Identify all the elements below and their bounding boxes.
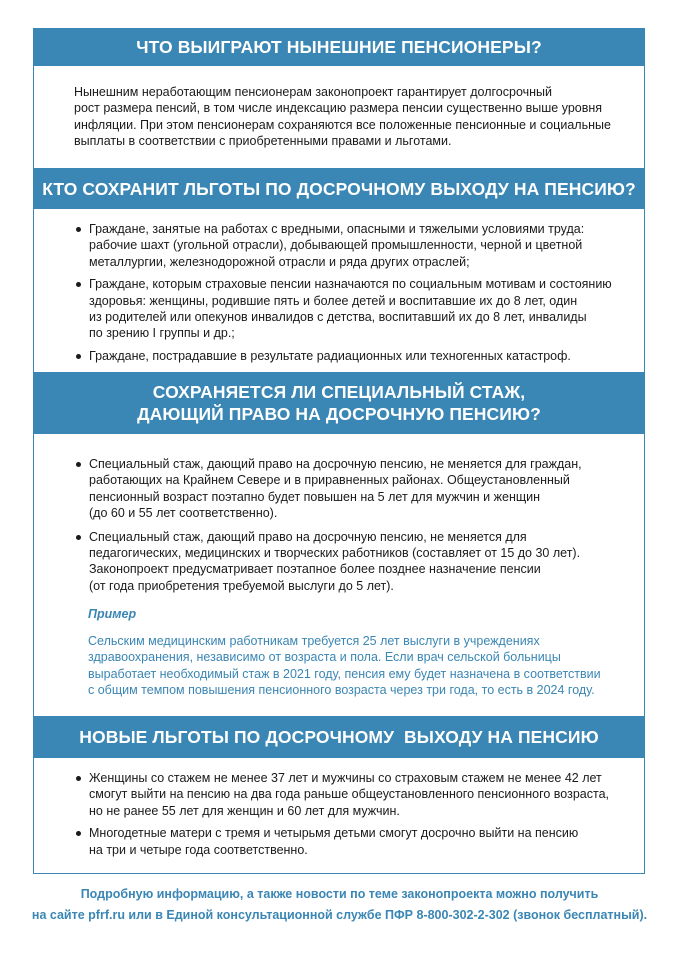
section-paragraph: [74, 84, 634, 150]
text-line: Граждане, занятые на работах с вредными, опасными и тяжелыми условиями труда:: [89, 222, 585, 236]
section-header-current-pensioners: [33, 28, 645, 66]
text-line: Сельским медицинским работникам требуется 25 лет выслуги в учреждениях: [88, 634, 540, 648]
text-line: рост размера пенсий, в том числе индексацию размера пенсии существенно выше уровня: [74, 101, 603, 116]
bullet-list: [74, 770, 634, 858]
bullet-icon: [76, 227, 81, 232]
list-item: [74, 456, 634, 522]
section-header-new-benefits: [33, 716, 645, 758]
text-line: педагогических, медицинских и творческих работников (составляет от 15 до 30 лет).: [89, 546, 581, 561]
bullet-icon: [76, 831, 81, 836]
text-line: Специальный стаж, дающий право на досрочную пенсию, не меняется для: [89, 529, 527, 544]
footer-info: [0, 884, 679, 926]
bullet-list: [74, 456, 634, 594]
example-text: [88, 633, 636, 699]
section-header-early-retirement-benefits: [33, 168, 645, 209]
text-line: Специальный стаж, дающий право на досрочную пенсию, не меняется для граждан,: [89, 457, 582, 471]
text-line: здравоохранения, независимо от возраста и пола. Если врач сельской больницы: [88, 650, 561, 665]
text-line: работающих на Крайнем Севере и в приравненных районах. Общеустановленный: [89, 473, 570, 488]
text-line: Нынешним неработающим пенсионерам законопроект гарантирует долгосрочный: [74, 85, 553, 99]
text-line: из родителей или опекунов инвалидов с детства, воспитавший их до 8 лет, инвалиды: [89, 310, 587, 325]
text-line: но не ранее 55 лет для женщин и 60 лет для мужчин.: [89, 803, 400, 818]
text-line: (до 60 и 55 лет соответственно).: [89, 506, 278, 521]
text-line: инфляции. При этом пенсионерам сохраняются все положенные пенсионные и социальные: [74, 117, 611, 132]
text-line: здоровья: женщины, родившие пять и более детей и воспитавшие их до 8 лет, один: [89, 293, 578, 308]
bullet-icon: [76, 535, 81, 540]
text-line: по зрению I группы и др.;: [89, 326, 235, 341]
section-header-special-seniority: [33, 372, 645, 434]
text-line: рабочие шахт (угольной отрасли), добывающей промышленности, черной и цветной: [89, 238, 583, 253]
list-item: [74, 221, 634, 270]
bullet-icon: [76, 354, 81, 359]
section-title-line: ДАЮЩИЙ ПРАВО НА ДОСРОЧНУЮ ПЕНСИЮ?: [137, 404, 541, 424]
text-line: Женщины со стажем не менее 37 лет и мужчины со страховым стажем не менее 42 лет: [89, 771, 602, 785]
text-line: смогут выйти на пенсию на два года раньше общеустановленного пенсионного возраста,: [89, 787, 609, 802]
text-line: с общим темпом повышения пенсионного возраста через три года, то есть в 2024 году.: [88, 683, 595, 698]
text-line: на три и четыре года соответственно.: [89, 842, 308, 857]
footer-line: на сайте pfrf.ru или в Единой консультационной службе ПФР 8-800-302-2-302 (звонок бесплатный).: [31, 908, 648, 922]
text-line: пенсионный возраст поэтапно будет повышен на 5 лет для мужчин и женщин: [89, 489, 541, 504]
bullet-icon: [76, 282, 81, 287]
footer-line: Подробную информацию, а также новости по теме законопроекта можно получить: [80, 887, 599, 901]
section-title: НОВЫЕ ЛЬГОТЫ ПО ДОСРОЧНОМУ ВЫХОДУ НА ПЕНСИЮ: [79, 727, 599, 747]
section-title: КТО СОХРАНИТ ЛЬГОТЫ ПО ДОСРОЧНОМУ ВЫХОДУ НА ПЕНСИЮ?: [42, 178, 636, 199]
list-item: [74, 825, 634, 858]
bullet-icon: [76, 776, 81, 781]
list-item: [74, 348, 634, 364]
list-item: [74, 276, 634, 342]
bullet-list: [74, 221, 634, 364]
text-line: выработает необходимый стаж в 2021 году, пенсия ему будет назначена в соответствии: [88, 666, 601, 681]
text-line: (от года приобретения требуемой выслуги до 5 лет).: [89, 578, 394, 593]
section-title-line: СОХРАНЯЕТСЯ ЛИ СПЕЦИАЛЬНЫЙ СТАЖ,: [152, 382, 526, 402]
text-line: Законопроект предусматривает поэтапное более позднее назначение пенсии: [89, 562, 541, 577]
text-line: Граждане, которым страховые пенсии назначаются по социальным мотивам и состоянию: [89, 277, 612, 292]
text-line: Граждане, пострадавшие в результате радиационных или техногенных катастроф.: [89, 348, 571, 363]
section-title: ЧТО ВЫИГРАЮТ НЫНЕШНИЕ ПЕНСИОНЕРЫ?: [136, 37, 542, 57]
text-line: металлургии, железнодорожной отрасли и ряда других отраслей;: [89, 254, 470, 269]
bullet-icon: [76, 462, 81, 467]
list-item: [74, 529, 634, 595]
example-title: Пример: [88, 607, 137, 621]
text-line: Многодетные матери с тремя и четырьмя детьми смогут досрочно выйти на пенсию: [89, 826, 579, 841]
text-line: выплаты в соответствии с приобретенными правами и льготами.: [74, 134, 452, 149]
list-item: [74, 770, 634, 819]
